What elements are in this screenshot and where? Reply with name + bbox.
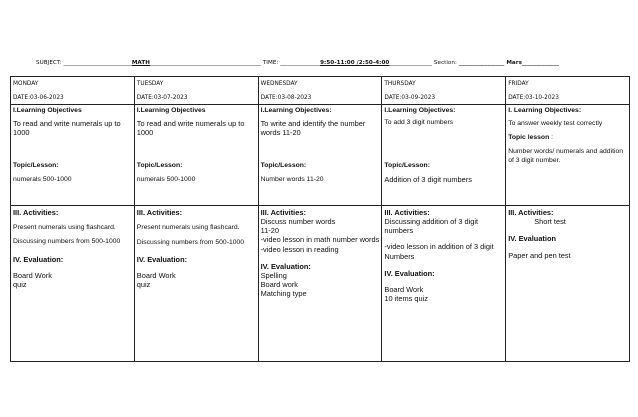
topic-heading: Topic/Lesson: xyxy=(136,161,183,169)
topic-heading: Topic lesson xyxy=(508,133,550,141)
day-date: DATE:03-09-2023 xyxy=(384,95,436,101)
subject-rule: _______________________________________ xyxy=(149,60,262,66)
time-rule: _______________ xyxy=(389,60,433,66)
evaluation-line: quiz xyxy=(13,280,27,290)
topic-text: Number words 11-20 xyxy=(260,175,324,183)
evaluation-line: quiz xyxy=(136,280,151,290)
objective-text: To read and write numerals up to 1000 xyxy=(13,119,121,138)
day-cell-friday xyxy=(506,77,630,105)
lesson-plan-table xyxy=(10,76,630,362)
activities-heading: III. Activities: xyxy=(508,207,554,217)
activities-heading: III. Activities: xyxy=(384,207,430,217)
day-date: DATE:03-10-2023 xyxy=(508,95,559,101)
activities-row xyxy=(11,205,630,361)
day-name: THURSDAY xyxy=(384,81,416,87)
topic-heading: Topic/Lesson: xyxy=(13,161,59,169)
day-cell-tuesday xyxy=(134,77,258,105)
objectives-heading: I.Learning Objectives: xyxy=(260,107,332,115)
evaluation-heading: IV. Evaluation: xyxy=(136,254,188,264)
activity-line: Present numerals using flashcard. xyxy=(136,223,240,231)
activities-cell-thursday xyxy=(382,205,506,361)
activity-line: 11-20 xyxy=(260,226,279,236)
subject-label: SUBJECT: ________________________ xyxy=(36,60,132,66)
activities-heading: III. Activities: xyxy=(13,207,59,217)
day-date: DATE:03-08-2023 xyxy=(260,95,312,101)
section-value: ________________ Mars_____________ xyxy=(458,60,559,66)
objective-text: To add 3 digit numbers xyxy=(384,119,454,127)
day-cell-monday xyxy=(11,77,135,105)
time-label: TIME: ______________ xyxy=(261,60,321,66)
topic-heading: Topic/Lesson: xyxy=(260,161,307,169)
day-name: TUESDAY xyxy=(136,81,164,87)
objectives-cell-wednesday xyxy=(258,105,382,206)
activity-line: Discussing numbers from 500-1000 xyxy=(13,238,121,246)
topic-colon: : xyxy=(549,133,554,141)
activities-heading: III. Activities: xyxy=(136,207,183,217)
subject-value: MATH xyxy=(131,60,150,66)
evaluation-heading: IV. Evaluation xyxy=(508,234,556,244)
objective-text: To answer weekly test correctly xyxy=(508,120,603,128)
activity-line: -video lesson in addition of 3 digit Numbers xyxy=(384,242,494,261)
evaluation-line: Board work xyxy=(260,280,298,290)
evaluation-line: Board Work xyxy=(13,270,52,280)
evaluation-line: Matching type xyxy=(260,289,307,299)
objectives-row xyxy=(11,105,630,206)
topic-text: numerals 500-1000 xyxy=(136,175,196,183)
section-label: Section: xyxy=(432,60,459,66)
activities-cell-wednesday xyxy=(258,205,382,361)
day-name: WEDNESDAY xyxy=(260,81,298,87)
day-date: DATE:03-06-2023 xyxy=(13,95,64,101)
evaluation-line: 10 items quiz xyxy=(384,294,428,304)
activity-line: Discussing numbers from 500-1000 xyxy=(136,239,245,247)
day-name: MONDAY xyxy=(13,81,39,87)
evaluation-line: Spelling xyxy=(260,270,287,280)
objectives-heading: I.Learning Objectives xyxy=(136,107,206,115)
objective-text: To read and write numerals up to 1000 xyxy=(136,119,245,138)
activities-cell-friday xyxy=(506,205,630,361)
lesson-plan-header xyxy=(36,60,559,66)
time-value: 9:50-11:00 /2:50-4:00 xyxy=(320,60,390,66)
activity-line: -video lesson in reading xyxy=(260,244,339,254)
topic-heading: Topic/Lesson: xyxy=(384,161,430,169)
day-cell-thursday xyxy=(382,77,506,105)
activities-cell-tuesday xyxy=(134,205,258,361)
day-date: DATE:03-07-2023 xyxy=(136,95,188,101)
activity-line: Present numerals using flashcard. xyxy=(13,223,116,231)
evaluation-heading: IV. Evaluation: xyxy=(260,261,311,271)
day-name: FRIDAY xyxy=(508,81,529,87)
evaluation-heading: IV. Evaluation: xyxy=(13,254,64,264)
objectives-cell-friday xyxy=(506,105,630,206)
objectives-cell-monday xyxy=(11,105,135,206)
evaluation-line: Paper and pen test xyxy=(508,251,571,261)
activity-line: -video lesson in math number words xyxy=(260,235,380,245)
evaluation-heading: IV. Evaluation: xyxy=(384,268,435,278)
activities-heading: III. Activities: xyxy=(260,207,306,217)
objectives-cell-tuesday xyxy=(134,105,258,206)
activity-line: Discussing addition of 3 digit numbers xyxy=(384,216,479,236)
objectives-heading: I.Learning Objectives xyxy=(13,107,82,115)
activity-line: Discuss number words xyxy=(260,216,336,226)
objectives-heading: I. Learning Objectives: xyxy=(508,107,582,115)
activity-line: Short test xyxy=(534,216,566,226)
evaluation-line: Board Work xyxy=(384,284,424,294)
objectives-cell-thursday xyxy=(382,105,506,206)
day-cell-wednesday xyxy=(258,77,382,105)
objectives-heading: I.Learning Objectives: xyxy=(384,107,456,115)
topic-line xyxy=(508,134,627,142)
evaluation-line: Board Work xyxy=(136,270,176,280)
objective-text: To write and identify the number words 11-20 xyxy=(260,119,366,138)
topic-text: Addition of 3 digit numbers xyxy=(384,174,472,184)
activities-cell-monday xyxy=(11,205,135,361)
day-row xyxy=(11,77,630,105)
topic-text: Number words/ numerals and addition of 3 digit number. xyxy=(508,148,624,164)
topic-text: numerals 500-1000 xyxy=(13,175,72,183)
